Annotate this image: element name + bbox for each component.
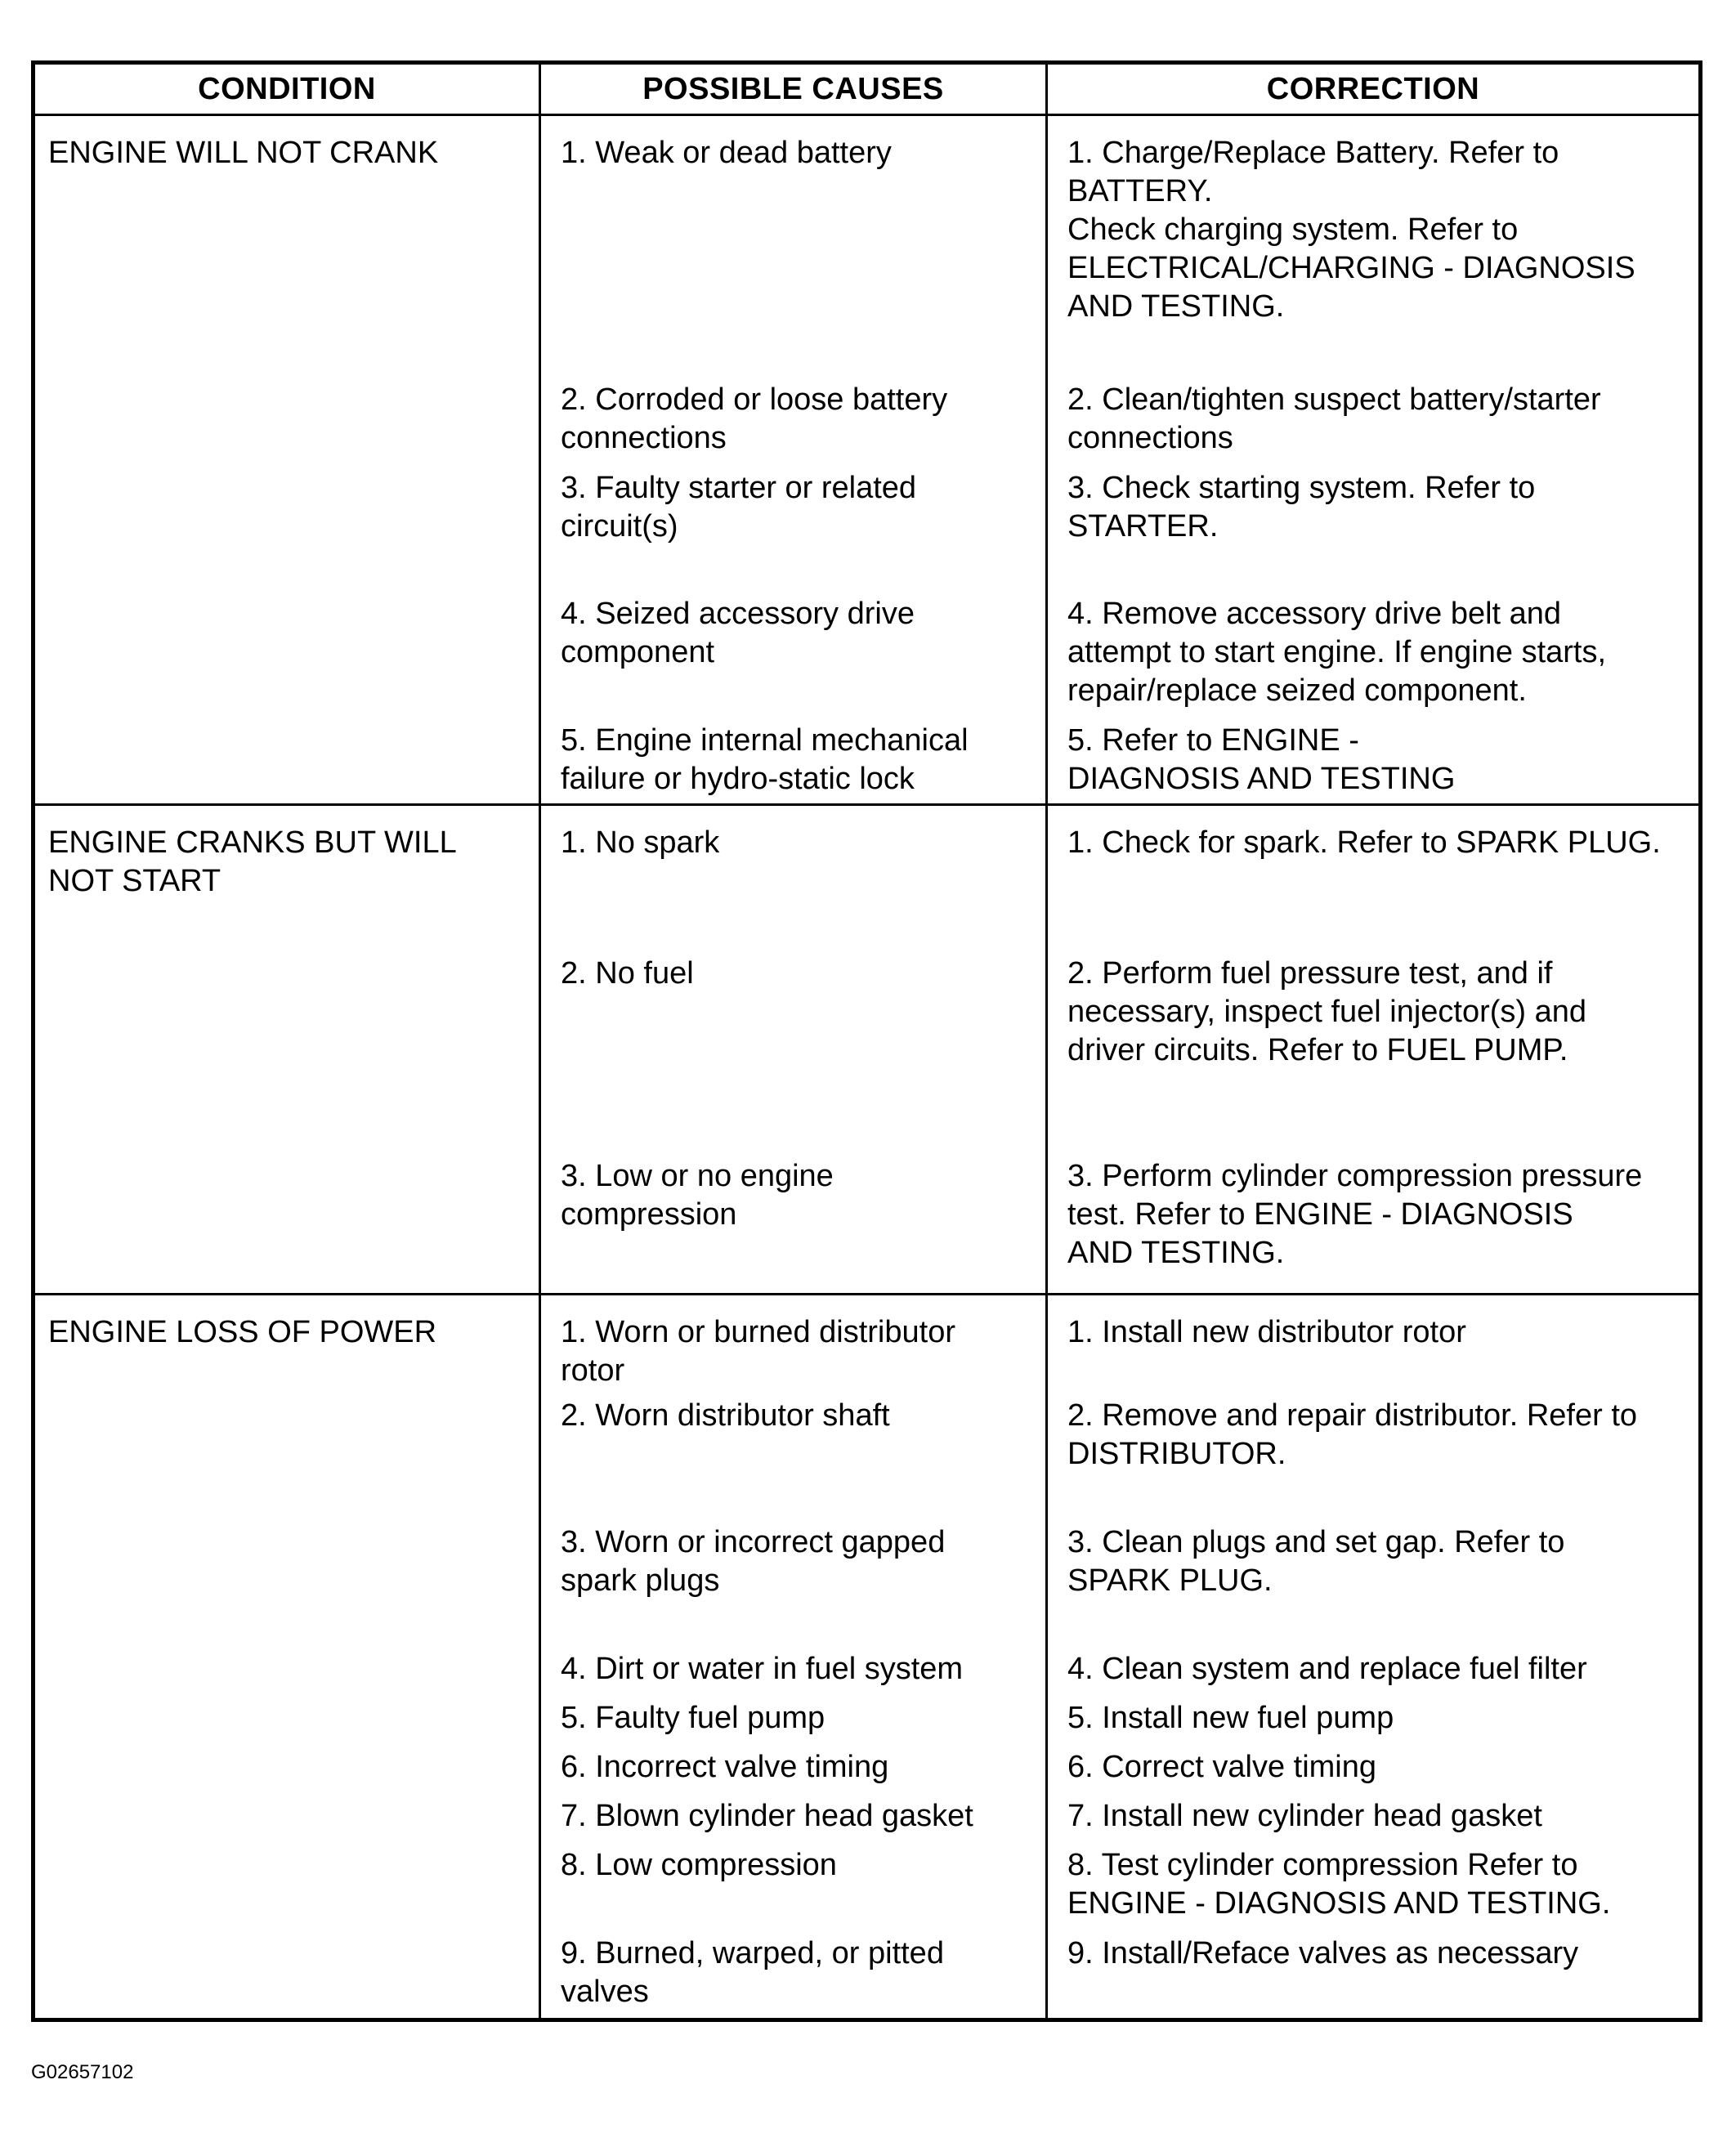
correction-line: BATTERY.	[1067, 174, 1213, 208]
cause-line: 2. Corroded or loose battery	[561, 382, 948, 417]
header-correction: CORRECTION	[1047, 63, 1701, 115]
correction-line: 3. Perform cylinder compression pressure	[1067, 1158, 1643, 1193]
cause-cell	[540, 588, 1047, 715]
correction-line: 7. Install new cylinder head gasket	[1067, 1799, 1542, 1833]
cause-cell	[540, 1517, 1047, 1644]
cause-line: 1. Worn or burned distributor	[561, 1315, 955, 1349]
correction-cell	[1047, 715, 1701, 805]
cause-line: 6. Incorrect valve timing	[561, 1750, 889, 1784]
correction-line: attempt to start engine. If engine starts,	[1067, 634, 1607, 669]
cause-line: 7. Blown cylinder head gasket	[561, 1799, 973, 1833]
cause-cell	[540, 115, 1047, 374]
correction-cell	[1047, 1644, 1701, 1693]
cause-line: 3. Worn or incorrect gapped	[561, 1525, 946, 1559]
correction-cell	[1047, 948, 1701, 1151]
correction-line: 2. Remove and repair distributor. Refer to	[1067, 1398, 1638, 1433]
cause-line: 4. Dirt or water in fuel system	[561, 1652, 964, 1686]
cause-cell	[540, 1151, 1047, 1295]
cause-cell	[540, 1693, 1047, 1742]
correction-cell	[1047, 1390, 1701, 1517]
cause-line: 1. No spark	[561, 825, 720, 860]
cause-cell	[540, 1644, 1047, 1693]
cause-cell	[540, 1390, 1047, 1517]
correction-line: AND TESTING.	[1067, 1235, 1285, 1270]
correction-cell	[1047, 374, 1701, 463]
correction-line: 5. Refer to ENGINE -	[1067, 722, 1359, 758]
header-row	[34, 63, 1701, 115]
header-possible-causes: POSSIBLE CAUSES	[540, 63, 1047, 115]
cause-line: failure or hydro-static lock	[561, 761, 915, 796]
condition-cell	[34, 1295, 540, 2020]
condition-line: NOT START	[48, 864, 221, 898]
cause-cell	[540, 948, 1047, 1151]
correction-line: ENGINE - DIAGNOSIS AND TESTING.	[1067, 1886, 1611, 1921]
condition-line: ENGINE LOSS OF POWER	[48, 1315, 437, 1349]
correction-line: 4. Clean system and replace fuel filter	[1067, 1652, 1587, 1686]
cause-line: 4. Seized accessory drive	[561, 596, 915, 631]
correction-line: 2. Clean/tighten suspect battery/starter	[1067, 382, 1601, 417]
correction-line: repair/replace seized component.	[1067, 673, 1527, 708]
correction-cell	[1047, 1693, 1701, 1742]
cause-line: 3. Low or no engine	[561, 1158, 834, 1193]
correction-line: 3. Check starting system. Refer to	[1067, 470, 1536, 505]
correction-line: STARTER.	[1067, 508, 1219, 543]
condition-cell	[34, 805, 540, 1295]
table-row	[34, 805, 1701, 948]
cause-line: 8. Low compression	[561, 1848, 837, 1882]
table-row	[34, 115, 1701, 374]
cause-cell	[540, 1295, 1047, 1391]
cause-line: 5. Engine internal mechanical	[561, 722, 969, 758]
correction-line: 1. Install new distributor rotor	[1067, 1315, 1466, 1349]
correction-line: 6. Correct valve timing	[1067, 1750, 1377, 1784]
correction-cell	[1047, 1840, 1701, 1928]
cause-line: 1. Weak or dead battery	[561, 136, 892, 170]
cause-cell	[540, 715, 1047, 805]
condition-line: ENGINE CRANKS BUT WILL	[48, 825, 457, 860]
cause-line: 2. No fuel	[561, 955, 694, 991]
correction-line: necessary, inspect fuel injector(s) and	[1067, 994, 1587, 1029]
table-row	[34, 1295, 1701, 1391]
correction-line: 4. Remove accessory drive belt and	[1067, 596, 1562, 631]
correction-line: 8. Test cylinder compression Refer to	[1067, 1848, 1578, 1882]
correction-cell	[1047, 1295, 1701, 1391]
correction-line: 9. Install/Reface valves as necessary	[1067, 1936, 1579, 1970]
correction-cell	[1047, 1517, 1701, 1644]
correction-cell	[1047, 115, 1701, 374]
correction-line: DIAGNOSIS AND TESTING	[1067, 761, 1456, 796]
correction-line: Check charging system. Refer to	[1067, 212, 1519, 247]
correction-line: 2. Perform fuel pressure test, and if	[1067, 955, 1553, 991]
cause-cell	[540, 1791, 1047, 1840]
correction-line: driver circuits. Refer to FUEL PUMP.	[1067, 1032, 1568, 1067]
cause-cell	[540, 374, 1047, 463]
cause-cell	[540, 1840, 1047, 1928]
correction-line: AND TESTING.	[1067, 289, 1285, 324]
cause-line: 3. Faulty starter or related	[561, 470, 917, 505]
correction-cell	[1047, 1928, 1701, 2020]
correction-line: ELECTRICAL/CHARGING - DIAGNOSIS	[1067, 251, 1635, 285]
correction-line: 1. Check for spark. Refer to SPARK PLUG.	[1067, 825, 1661, 860]
cause-line: connections	[561, 420, 727, 455]
figure-id: G02657102	[31, 2061, 134, 2083]
cause-line: circuit(s)	[561, 508, 678, 543]
cause-line: valves	[561, 1975, 649, 2009]
condition-cell	[34, 115, 540, 805]
correction-line: connections	[1067, 420, 1233, 455]
correction-cell	[1047, 1151, 1701, 1295]
cause-line: component	[561, 634, 715, 669]
cause-cell	[540, 1928, 1047, 2020]
cause-cell	[540, 805, 1047, 948]
cause-line: spark plugs	[561, 1563, 720, 1598]
correction-cell	[1047, 463, 1701, 588]
correction-line: 5. Install new fuel pump	[1067, 1701, 1394, 1735]
cause-line: compression	[561, 1197, 737, 1232]
condition-line: ENGINE WILL NOT CRANK	[48, 136, 439, 170]
correction-cell	[1047, 1742, 1701, 1791]
cause-cell	[540, 463, 1047, 588]
correction-line: test. Refer to ENGINE - DIAGNOSIS	[1067, 1197, 1573, 1232]
correction-cell	[1047, 1791, 1701, 1840]
correction-line: DISTRIBUTOR.	[1067, 1437, 1286, 1471]
correction-line: SPARK PLUG.	[1067, 1563, 1273, 1598]
cause-cell	[540, 1742, 1047, 1791]
header-condition: CONDITION	[34, 63, 540, 115]
correction-line: 1. Charge/Replace Battery. Refer to	[1067, 136, 1559, 170]
cause-line: 2. Worn distributor shaft	[561, 1398, 890, 1433]
correction-line: 3. Clean plugs and set gap. Refer to	[1067, 1525, 1565, 1559]
cause-line: rotor	[561, 1353, 625, 1388]
correction-cell	[1047, 588, 1701, 715]
cause-line: 9. Burned, warped, or pitted	[561, 1936, 944, 1970]
correction-cell	[1047, 805, 1701, 948]
cause-line: 5. Faulty fuel pump	[561, 1701, 825, 1735]
diagnosis-table	[31, 60, 1702, 2022]
